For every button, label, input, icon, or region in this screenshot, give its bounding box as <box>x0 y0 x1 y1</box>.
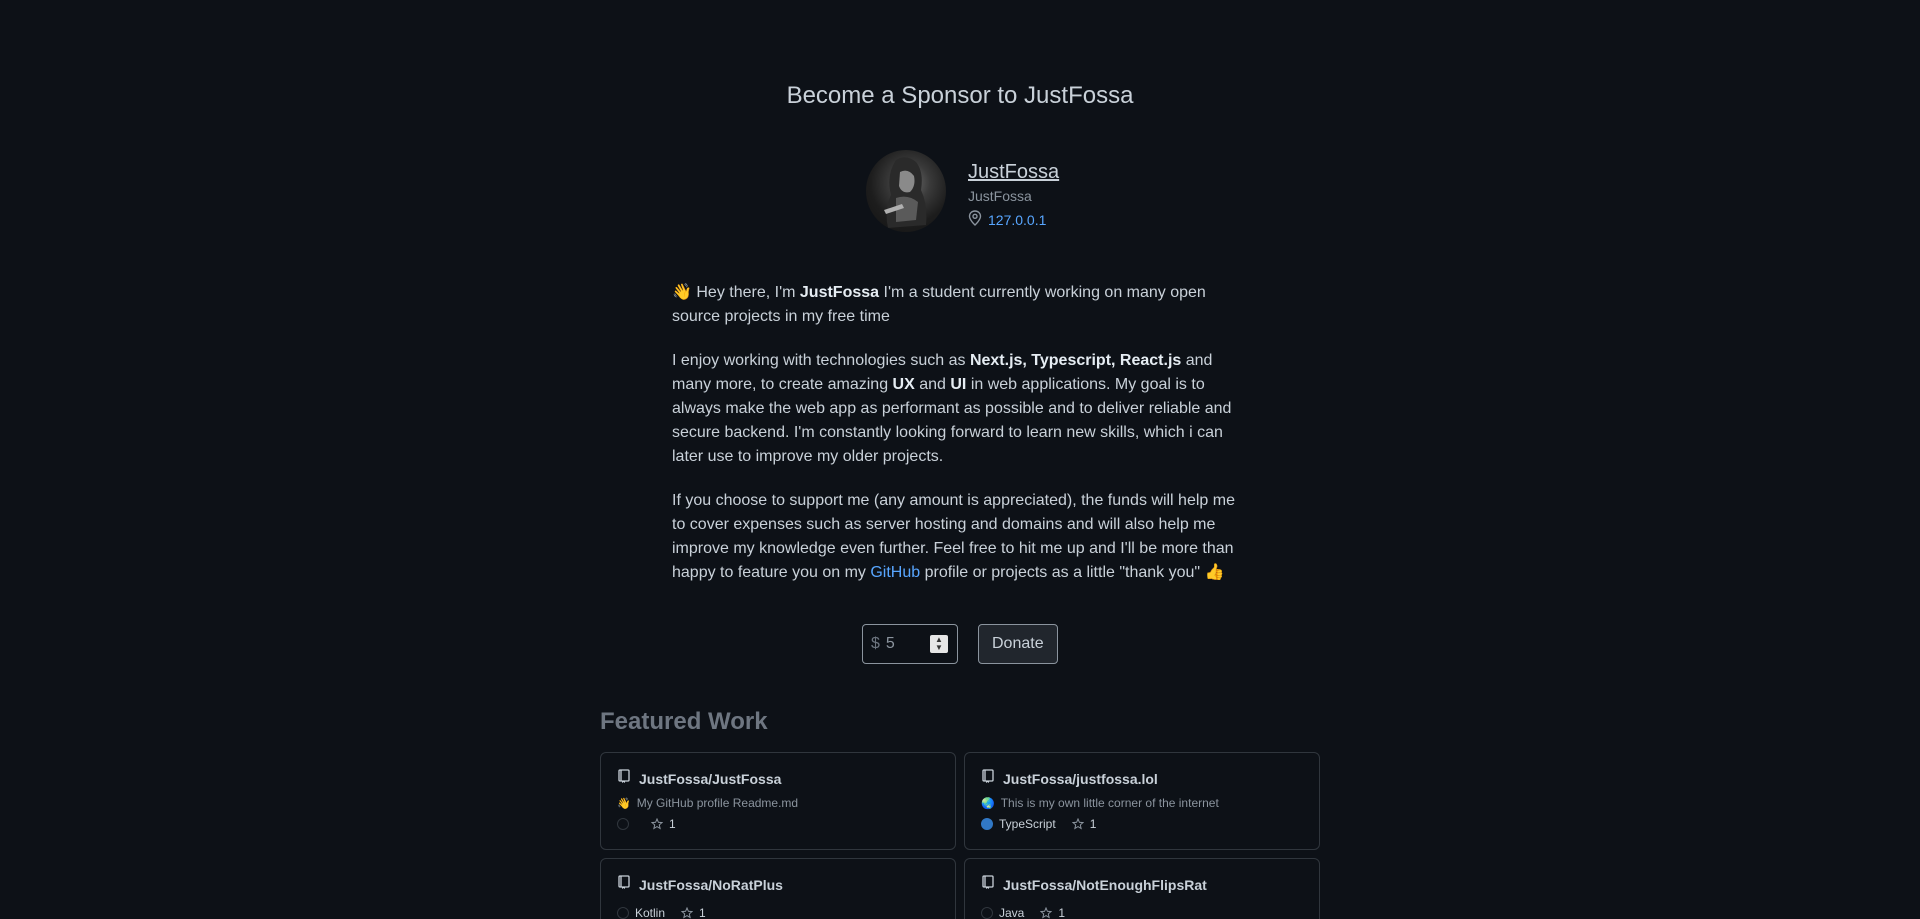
star-icon <box>1072 818 1084 830</box>
bio-bold: UI <box>950 376 967 393</box>
bio-text: in web applications. My goal is to always make the web app as performant as possible and to deliver reliable and secure backend. I'm constantly looking forward to learn new skills, which i can later use to improve my older projects. <box>672 376 1232 465</box>
profile-login: JustFossa <box>968 188 1032 204</box>
repo-card[interactable] <box>600 752 956 850</box>
bio-text: profile or projects as a little "thank you" <box>920 564 1205 581</box>
repo-language: Java <box>999 906 1025 919</box>
profile-card <box>866 150 1059 232</box>
star-count <box>1072 817 1097 831</box>
bio-section <box>672 281 1248 605</box>
bio-text: I'm a student currently working on many open source projects in my free time <box>672 284 1206 325</box>
star-icon <box>651 818 663 830</box>
repo-language: TypeScript <box>999 817 1056 831</box>
chevron-up-icon[interactable]: ▲ <box>934 635 943 644</box>
featured-title: Featured Work <box>600 708 768 735</box>
repo-description: My GitHub profile Readme.md <box>636 796 799 810</box>
amount-input[interactable] <box>886 635 926 653</box>
repo-name-link[interactable]: JustFossa/justfossa.lol <box>1003 770 1158 787</box>
bio-text: and <box>914 376 951 393</box>
repo-icon <box>617 875 631 894</box>
profile-location <box>968 210 1059 229</box>
star-value: 1 <box>1089 817 1097 831</box>
star-count <box>651 817 676 831</box>
repo-description: This is my own little corner of the internet <box>1000 796 1219 810</box>
globe-emoji: 🌏 <box>981 797 995 810</box>
bio-paragraph-2 <box>672 349 1248 469</box>
repo-name-link[interactable]: JustFossa/NoRatPlus <box>639 876 783 893</box>
bio-text: Hey there, I'm <box>691 284 800 301</box>
bio-bold: Next.js, Typescript, React.js <box>969 352 1182 369</box>
chevron-down-icon[interactable]: ▼ <box>934 643 943 652</box>
github-link[interactable]: GitHub <box>870 564 921 581</box>
bio-text: I enjoy working with technologies such as <box>672 352 970 369</box>
repo-card[interactable] <box>600 858 956 919</box>
bio-text: If you choose to support me (any amount is appreciated), the funds will help me to cover expenses such as server hosting and domains and will also help me improve my knowledge even further. Feel free to hit me up and I'll be more than happy to feature you on my <box>672 492 1235 581</box>
amount-stepper[interactable] <box>930 635 948 653</box>
star-icon <box>681 907 693 919</box>
bio-text: and many more, to create amazing <box>672 352 1213 393</box>
star-count <box>1040 906 1065 919</box>
repo-name-link[interactable]: JustFossa/JustFossa <box>639 770 782 787</box>
language-dot <box>617 907 629 919</box>
bio-bold: JustFossa <box>799 284 880 301</box>
donate-button[interactable]: Donate <box>978 624 1058 664</box>
thumbs-up-emoji: 👍 <box>1204 564 1225 581</box>
repo-icon <box>981 769 995 788</box>
star-value: 1 <box>699 906 706 919</box>
wave-emoji: 👋 <box>672 284 692 301</box>
repo-card[interactable] <box>964 858 1320 919</box>
currency-symbol: $ <box>871 635 880 652</box>
profile-name-link[interactable]: JustFossa <box>968 161 1060 183</box>
repo-name-link[interactable]: JustFossa/NotEnoughFlipsRat <box>1003 876 1207 893</box>
bio-paragraph-3 <box>672 489 1248 585</box>
page-title: Become a Sponsor to JustFossa <box>786 82 1134 109</box>
language-dot <box>981 907 993 919</box>
repo-icon <box>981 875 995 894</box>
location-link[interactable]: 127.0.0.1 <box>988 211 1047 228</box>
wave-emoji: 👋 <box>617 797 631 810</box>
location-pin-icon <box>968 210 982 229</box>
avatar[interactable] <box>866 150 946 232</box>
repo-language: Kotlin <box>635 906 666 919</box>
bio-paragraph-1 <box>672 281 1248 329</box>
language-dot <box>617 818 629 830</box>
star-icon <box>1040 907 1052 919</box>
language-dot <box>981 818 993 830</box>
donate-row <box>862 624 1058 664</box>
amount-field[interactable] <box>862 624 958 664</box>
bio-bold: UX <box>892 376 915 393</box>
star-value: 1 <box>1058 906 1066 919</box>
star-value: 1 <box>669 817 676 831</box>
repo-card[interactable] <box>964 752 1320 850</box>
repo-icon <box>617 769 631 788</box>
star-count <box>681 906 706 919</box>
